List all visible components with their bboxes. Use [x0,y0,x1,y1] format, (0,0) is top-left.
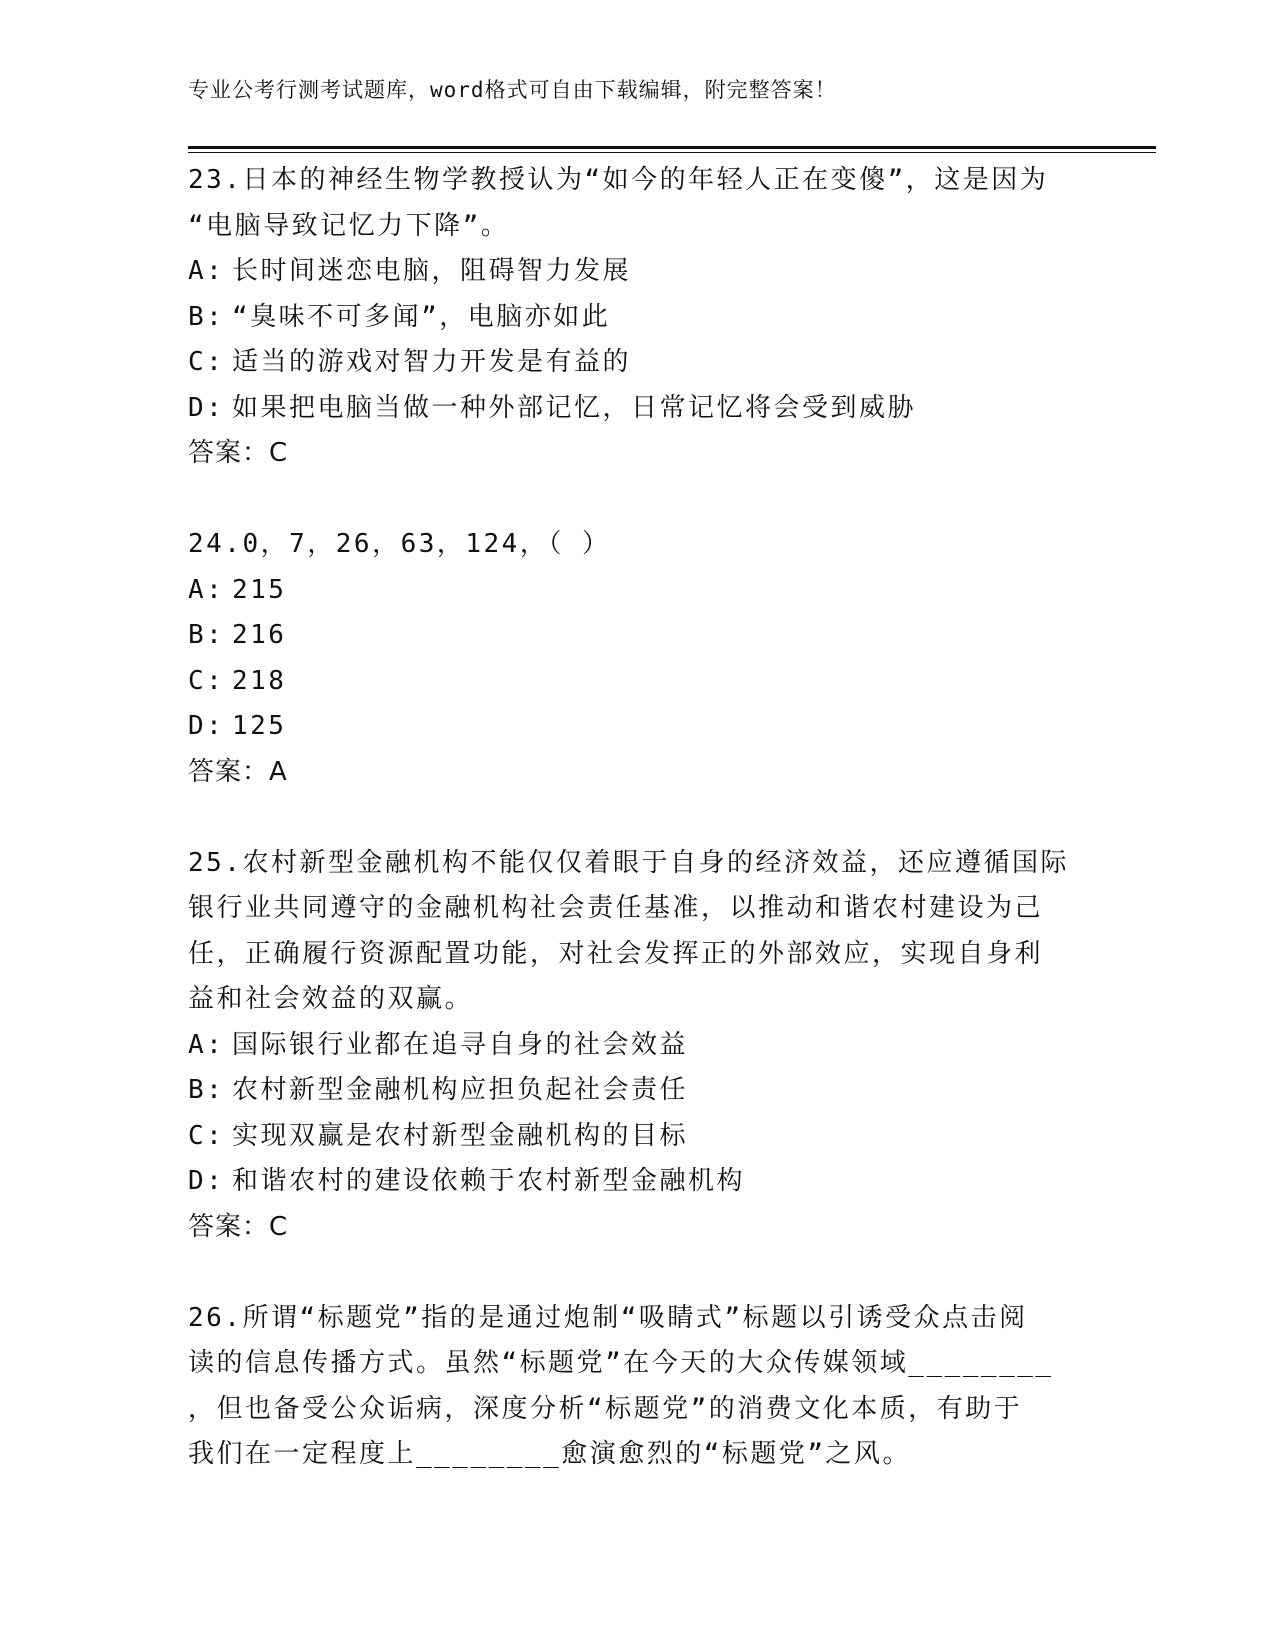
option-c [188,1114,1088,1160]
question-stem-line: “电脑导致记忆力下降”。 [188,210,510,241]
option-label: B: [188,301,225,332]
option-label: C: [188,347,225,377]
option-b [188,295,1088,341]
option-text: 长时间迷恋电脑，阻碍智力发展 [232,256,632,286]
question-stem-line: 任，正确履行资源配置功能，对社会发挥正的外部效应，实现自身利 [188,938,1044,969]
page-header: 专业公考行测考试题库，word格式可自由下载编辑，附完整答案！ [188,78,837,102]
option-label: A: [188,256,225,286]
spacer [188,795,1088,841]
option-label: C: [188,665,225,696]
question-stem-line: 读的信息传播方式。虽然“标题党”在今天的大众传媒领域________ [188,1348,1054,1378]
option-text: 218 [232,665,287,696]
question-stem-line: 益和社会效益的双赢。 [188,984,474,1014]
option-a [188,249,1088,295]
option-d [188,1159,1088,1205]
spacer [188,477,1088,523]
answer-line: 答案：C [188,438,289,468]
option-label: B: [188,620,225,650]
question-25 [188,841,1088,1251]
question-24 [188,522,1088,795]
option-text: 实现双赢是农村新型金融机构的目标 [232,1120,689,1151]
question-stem-line: 24.0，7，26，63，124，（ ） [188,529,611,559]
question-stem-line: 银行业共同遵守的金融机构社会责任基准，以推动和谐农村建设为己 [188,893,1044,923]
answer-line: 答案：A [188,756,288,787]
question-list [188,158,1088,1478]
question-stem-line: ，但也备受公众诟病，深度分析“标题党”的消费文化本质，有助于 [188,1393,1023,1424]
option-text: 和谐农村的建设依赖于农村新型金融机构 [232,1166,746,1196]
option-text: 农村新型金融机构应担负起社会责任 [232,1075,689,1105]
question-stem-line: 23.日本的神经生物学教授认为“如今的年轻人正在变傻”，这是因为 [188,165,1049,195]
header-rule-thin [188,152,1156,153]
option-label: B: [188,1075,225,1105]
option-c [188,659,1088,705]
question-stem-line: 26.所谓“标题党”指的是通过炮制“吸睛式”标题以引诱受众点击阅 [188,1302,1028,1333]
option-label: D: [188,1166,225,1196]
option-text: “臭味不可多闻”，电脑亦如此 [232,301,611,332]
question-stem-line: 25.农村新型金融机构不能仅仅着眼于自身的经济效益，还应遵循国际 [188,847,1069,878]
option-label: D: [188,711,225,741]
answer-line: 答案：C [188,1211,289,1242]
question-26 [188,1296,1088,1478]
option-label: D: [188,392,225,423]
option-label: C: [188,1120,225,1151]
option-b [188,1068,1088,1114]
spacer [188,1250,1088,1296]
option-text: 国际银行业都在追寻自身的社会效益 [232,1029,689,1060]
option-b [188,613,1088,659]
header-rule-thick [188,146,1156,149]
option-label: A: [188,1029,225,1060]
option-text: 215 [232,574,287,605]
option-text: 216 [232,620,287,650]
question-stem-line: 我们在一定程度上________愈演愈烈的“标题党”之风。 [188,1439,912,1469]
option-a [188,568,1088,614]
option-d [188,386,1088,432]
option-d [188,704,1088,750]
option-label: A: [188,574,225,605]
option-text: 如果把电脑当做一种外部记忆，日常记忆将会受到威胁 [232,392,917,423]
option-a [188,1023,1088,1069]
option-text: 适当的游戏对智力开发是有益的 [232,347,632,377]
question-23 [188,158,1088,477]
option-text: 125 [232,711,287,741]
option-c [188,340,1088,386]
